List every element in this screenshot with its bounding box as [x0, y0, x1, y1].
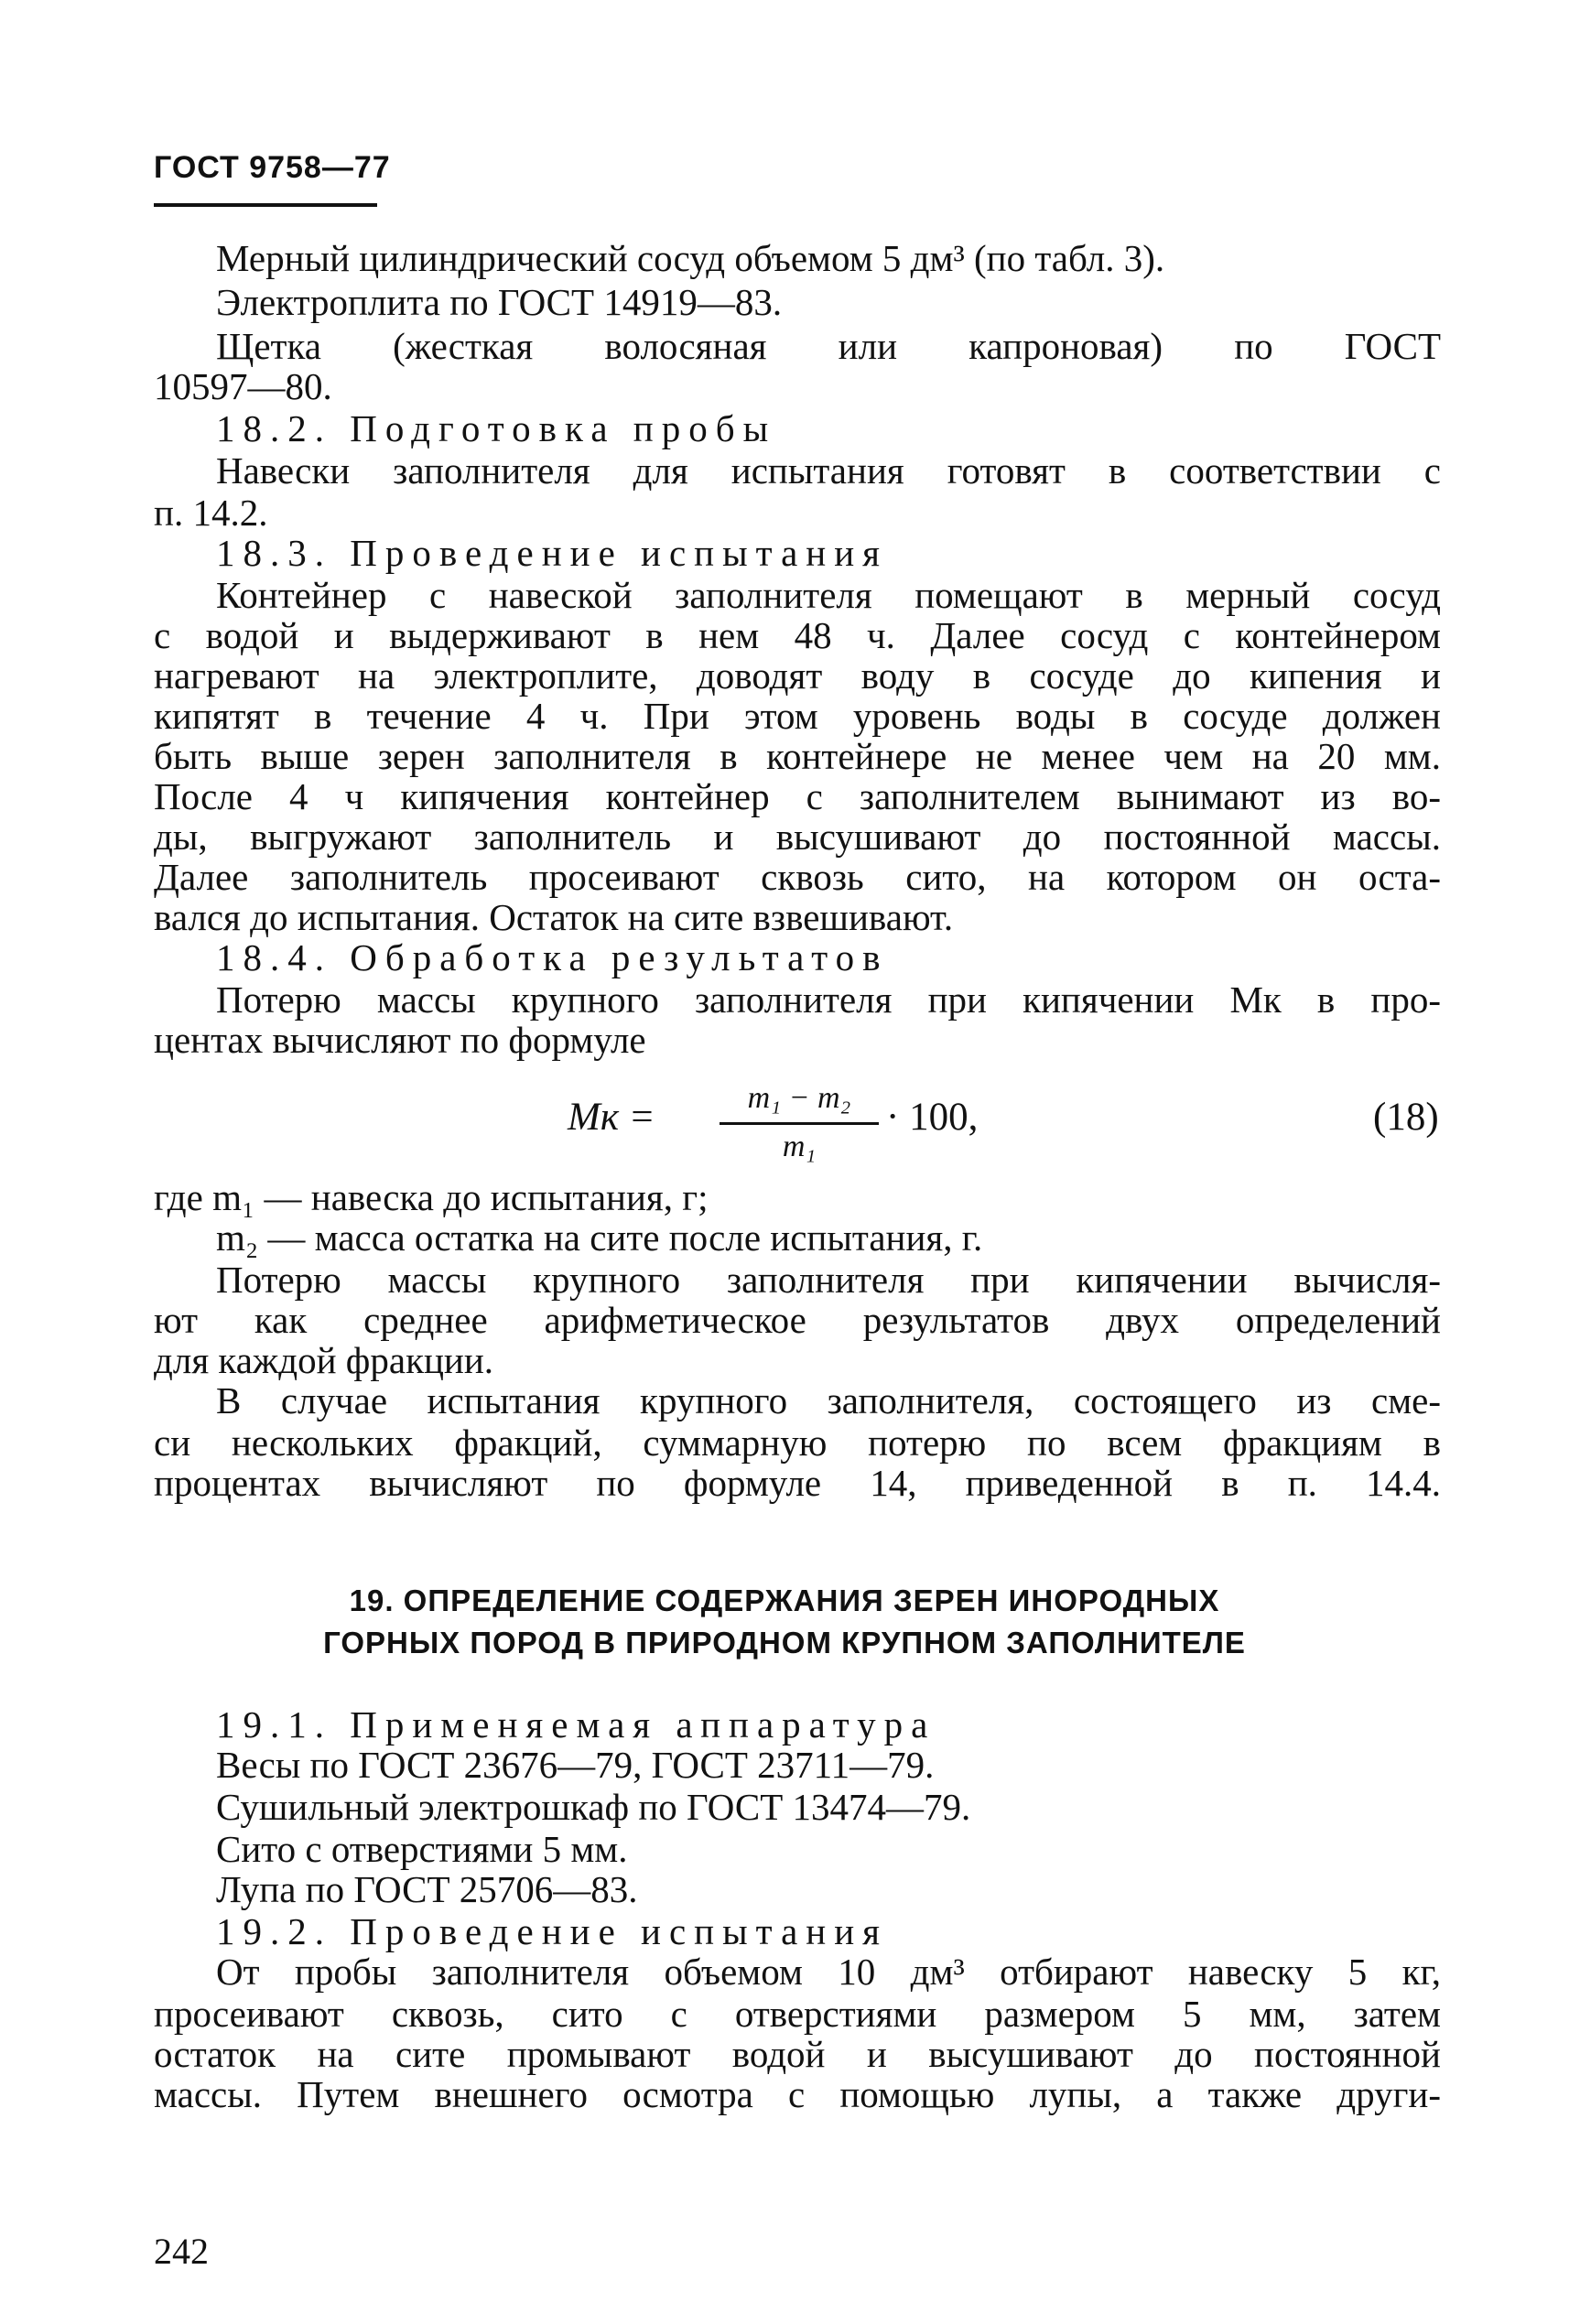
page-number: 242: [154, 2231, 209, 2272]
text-line: ды, выгружают заполнитель и высушивают до постоянной массы.: [154, 816, 1441, 858]
subsection-title: 18.2. Подготовка пробы: [216, 407, 777, 449]
text-line: с водой и выдерживают в нем 48 ч. Далее сосуд с контейнером: [154, 614, 1441, 656]
text-line: быть выше зерен заполнителя в контейнере не менее чем на 20 мм.: [154, 735, 1441, 777]
text-line: центах вычисляют по формуле: [154, 1019, 646, 1061]
text-line: Электроплита по ГОСТ 14919—83.: [216, 281, 783, 323]
formula-denominator: m₁: [782, 1130, 817, 1163]
section-heading-line2: ГОРНЫХ ПОРОД В ПРИРОДНОМ КРУПНОМ ЗАПОЛНИТЕЛЕ: [323, 1626, 1246, 1659]
subsection-title: 19.1. Применяемая аппаратура: [216, 1703, 936, 1746]
formula-numerator: m₁ − m₂: [747, 1081, 851, 1115]
fraction-bar: [720, 1122, 879, 1125]
text-line: Щетка (жесткая волосяная или капроновая) по ГОСТ: [216, 325, 1441, 367]
text-line: Сушильный электрошкаф по ГОСТ 13474—79.: [216, 1786, 971, 1828]
text-line: для каждой фракции.: [154, 1339, 494, 1381]
formula-number: (18): [1373, 1096, 1439, 1139]
formula-fraction: [720, 1080, 879, 1165]
text-line: Контейнер с навеской заполнителя помещают в мерный сосуд: [216, 574, 1441, 616]
text-line: нагревают на электроплите, доводят воду в сосуде до кипения и: [154, 654, 1441, 697]
text-line: остаток на сите промывают водой и высушивают до постоянной: [154, 2033, 1441, 2075]
text-line: где m₁ — навеска до испытания, г;: [154, 1176, 709, 1218]
formula-rhs: · 100,: [886, 1096, 979, 1139]
text-line: От пробы заполнителя объемом 10 дм³ отбирают навеску 5 кг,: [216, 1951, 1441, 1993]
text-line: 10597—80.: [154, 365, 332, 407]
text-line: Сито с отверстиями 5 мм.: [216, 1828, 628, 1870]
formula-lhs: Mк =: [568, 1096, 655, 1139]
section-heading-line1: 19. ОПРЕДЕЛЕНИЕ СОДЕРЖАНИЯ ЗЕРЕН ИНОРОДНЫХ: [349, 1584, 1220, 1617]
text-line: Потерю массы крупного заполнителя при кипячении вычисля-: [216, 1259, 1441, 1301]
text-line: ют как среднее арифметическое результатов двух определений: [154, 1299, 1441, 1341]
text-line: m₂ — масса остатка на сите после испытания, г.: [216, 1216, 983, 1259]
subsection-title: 18.3. Проведение испытания: [216, 532, 889, 574]
text-line: Потерю массы крупного заполнителя при кипячении Mк в про-: [216, 978, 1441, 1021]
text-line: массы. Путем внешнего осмотра с помощью лупы, а также други-: [154, 2073, 1441, 2115]
document-header: ГОСТ 9758—77: [154, 150, 391, 185]
text-line: Мерный цилиндрический сосуд объемом 5 дм³ (по табл. 3).: [216, 237, 1165, 279]
text-line: Лупа по ГОСТ 25706—83.: [216, 1868, 638, 1910]
text-line: Далее заполнитель просеивают сквозь сито, на котором он оста-: [154, 856, 1441, 898]
text-line: В случае испытания крупного заполнителя, состоящего из сме-: [216, 1379, 1441, 1421]
header-underline: [154, 203, 377, 207]
text-line: просеивают сквозь, сито с отверстиями размером 5 мм, затем: [154, 1993, 1441, 2035]
text-line: кипятят в течение 4 ч. При этом уровень воды в сосуде должен: [154, 695, 1441, 737]
text-line: Навески заполнителя для испытания готовят в соответствии с: [216, 449, 1441, 492]
text-line: После 4 ч кипячения контейнер с заполнителем вынимают из во-: [154, 775, 1441, 817]
text-line: Весы по ГОСТ 23676—79, ГОСТ 23711—79.: [216, 1744, 935, 1786]
text-line: процентах вычисляют по формуле 14, приведенной в п. 14.4.: [154, 1462, 1441, 1504]
text-line: п. 14.2.: [154, 492, 268, 534]
text-line: вался до испытания. Остаток на сите взвешивают.: [154, 896, 954, 938]
subsection-title: 18.4. Обработка результатов: [216, 936, 889, 978]
text-line: си нескольких фракций, суммарную потерю по всем фракциям в: [154, 1421, 1441, 1464]
subsection-title: 19.2. Проведение испытания: [216, 1910, 889, 1952]
